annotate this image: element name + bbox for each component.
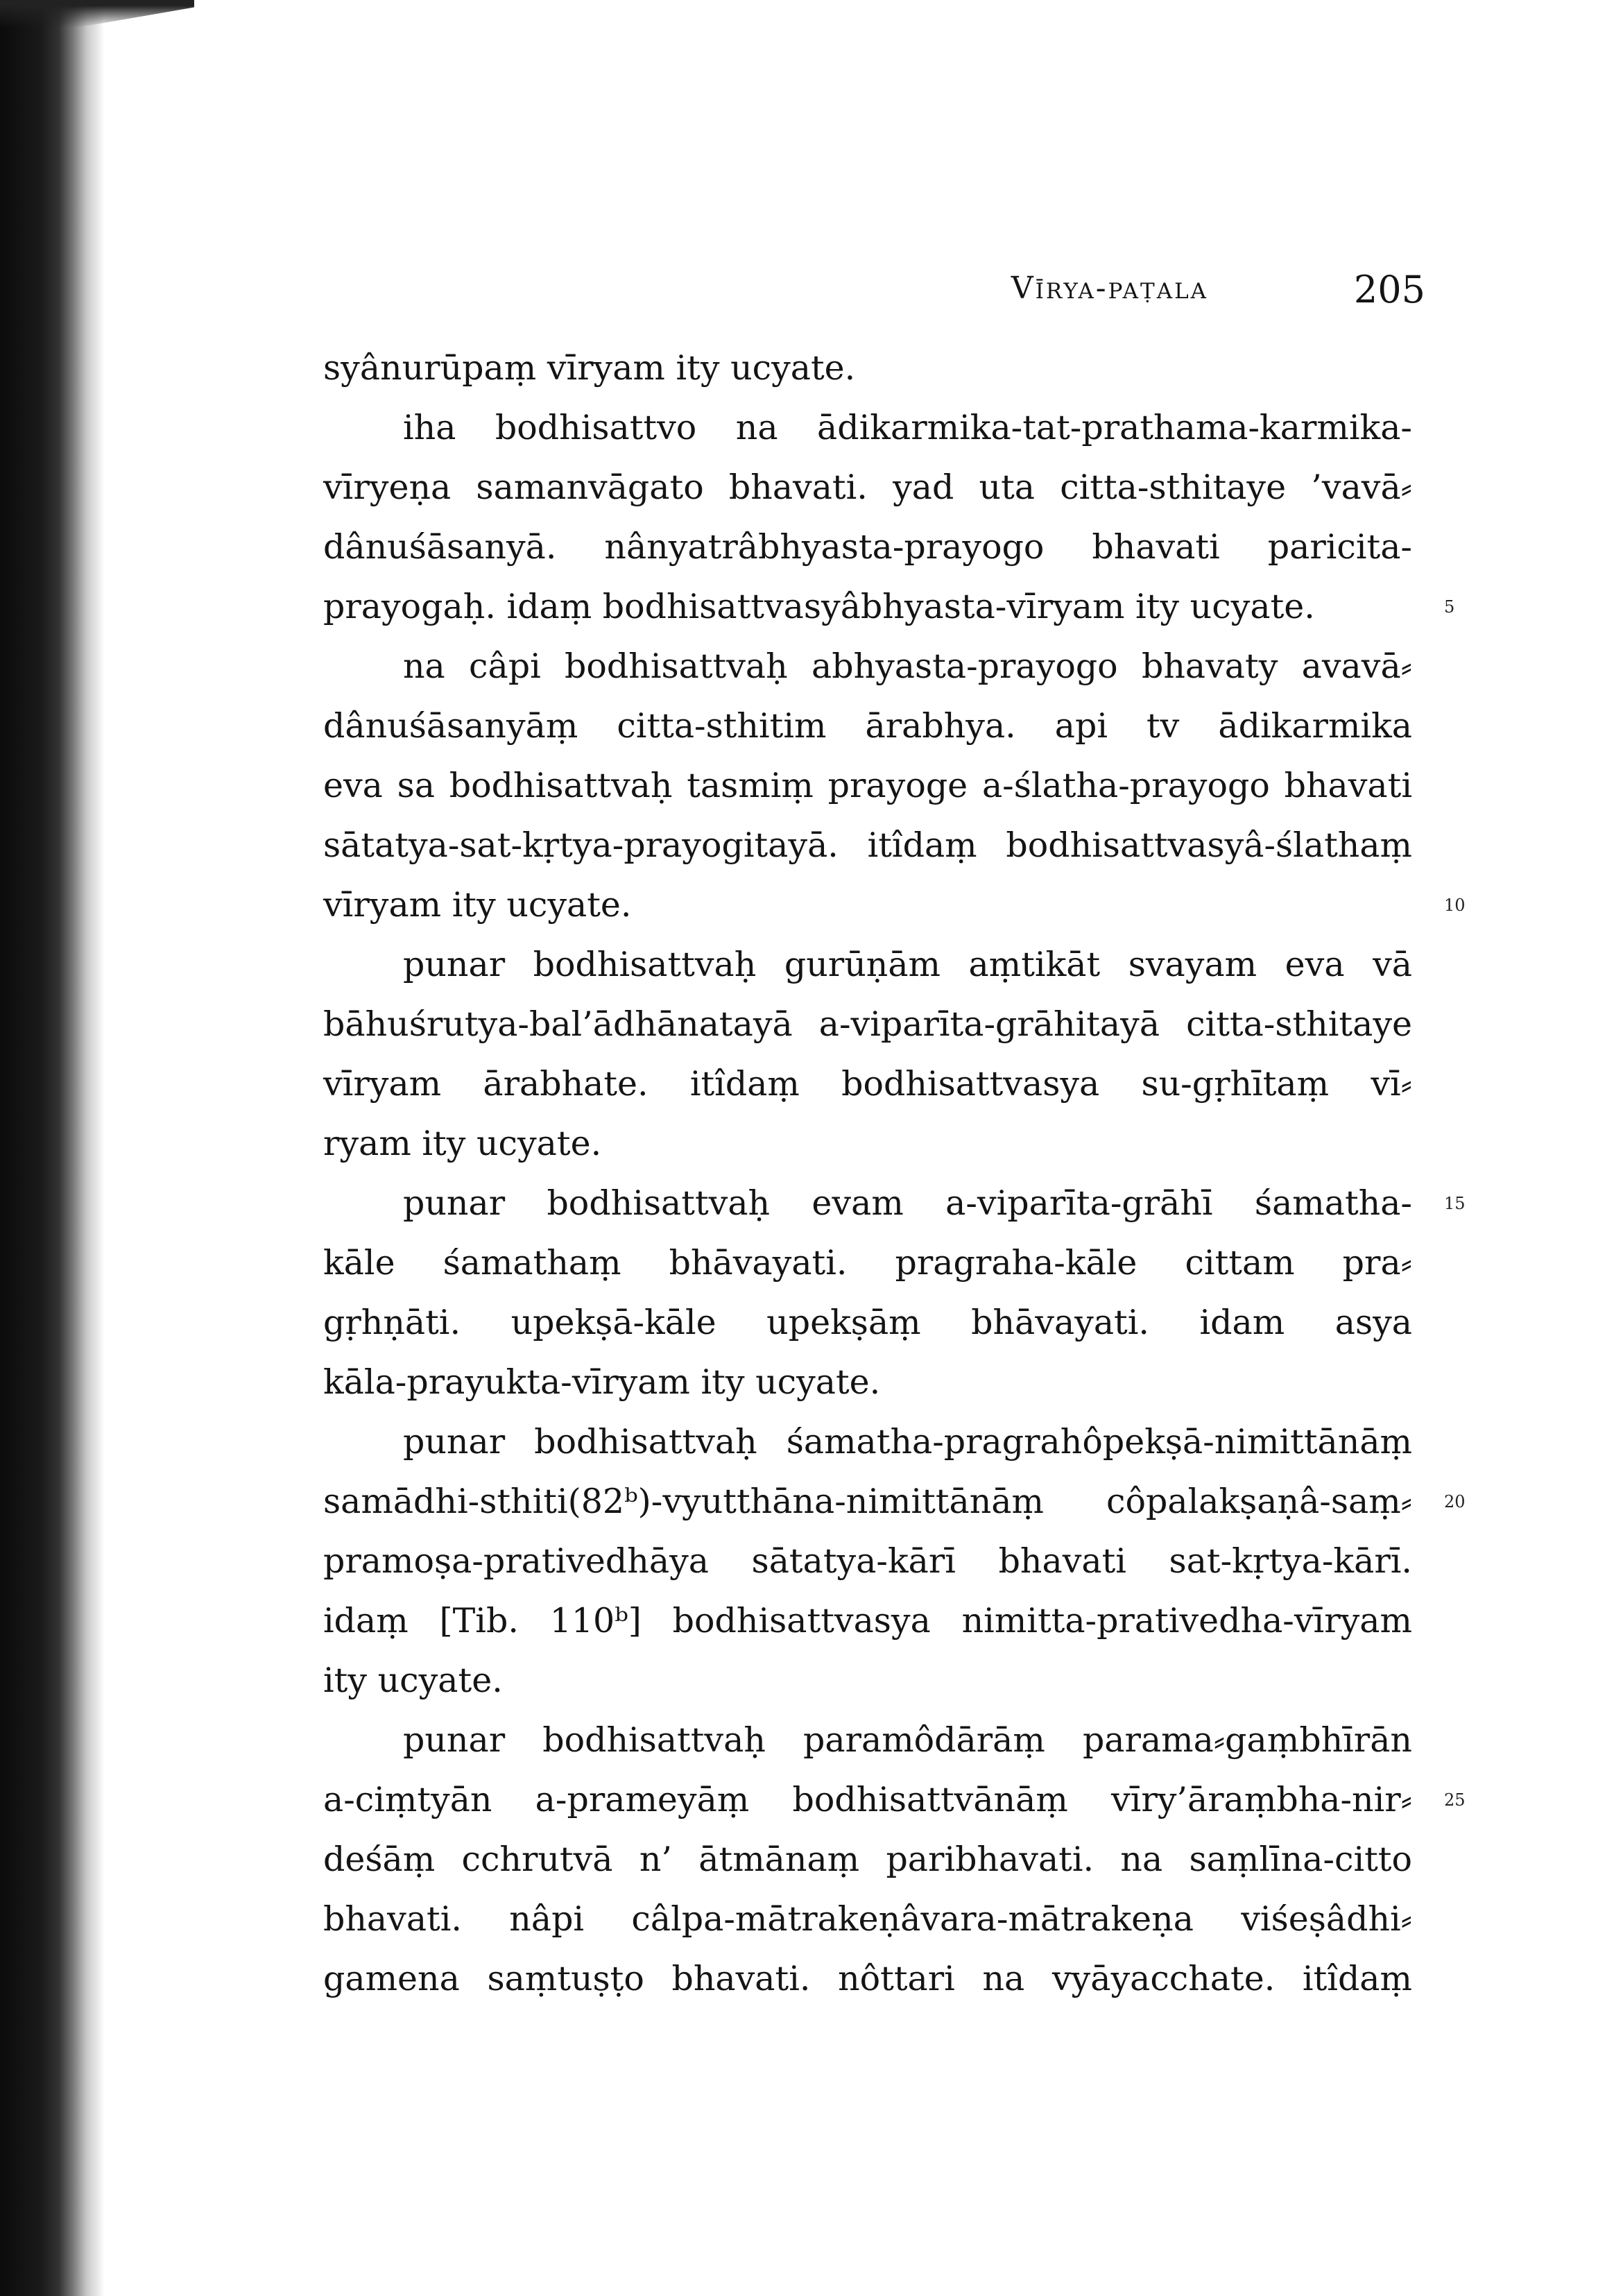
text-line — [323, 1830, 1412, 1890]
line-text: idaṃ [Tib. 110ᵇ] bodhisattvasya nimitta-prativedha-vīryam — [323, 1601, 1412, 1640]
text-line — [323, 1770, 1466, 1830]
line-text: ity ucyate. — [323, 1661, 503, 1700]
line-text: pramoṣa-prativedhāya sātatya-kārī bhavati sat-kṛtya-kārī. — [323, 1541, 1412, 1581]
text-line — [323, 1651, 1412, 1711]
text-line — [323, 339, 1412, 398]
running-title: Vīrya-paṭala — [1011, 271, 1209, 306]
text-line — [323, 1054, 1412, 1114]
line-number: 10 — [1444, 896, 1466, 915]
line-text: prayogaḥ. idaṃ bodhisattvasyâbhyasta-vīryam ity ucyate. — [323, 587, 1315, 626]
body-text — [323, 339, 1466, 2009]
line-text: gṛhṇāti. upekṣā-kāle upekṣāṃ bhāvayati. idam asya — [323, 1303, 1412, 1342]
text-line — [323, 875, 1466, 935]
line-number: 25 — [1444, 1790, 1466, 1810]
text-line — [323, 577, 1455, 637]
line-text: kāle śamathaṃ bhāvayati. pragraha-kāle cittam pra⸗ — [323, 1243, 1412, 1283]
text-line — [323, 816, 1412, 875]
running-head — [0, 268, 1623, 312]
line-text: punar bodhisattvaḥ paramôdārāṃ parama⸗gaṃbhīrān — [403, 1720, 1412, 1760]
text-line — [323, 1949, 1412, 2009]
line-text: vīryam ity ucyate. — [323, 885, 632, 925]
line-text: iha bodhisattvo na ādikarmika-tat-prathama-karmika- — [403, 408, 1412, 447]
text-line — [323, 398, 1412, 458]
line-text: bāhuśrutya-bal’ādhānatayā a-viparīta-grāhitayā citta-sthitaye — [323, 1004, 1412, 1044]
line-text: dânuśāsanyāṃ citta-sthitim ārabhya. api tv ādikarmika — [323, 706, 1412, 746]
text-line — [323, 696, 1412, 756]
text-line — [323, 1591, 1412, 1651]
line-text: punar bodhisattvaḥ śamatha-pragrahôpekṣā-nimittānāṃ — [403, 1422, 1412, 1462]
line-text: samādhi-sthiti(82ᵇ)-vyutthāna-nimittānāṃ côpalakṣaṇâ-saṃ⸗ — [323, 1482, 1412, 1521]
line-text: syânurūpaṃ vīryam ity ucyate. — [323, 348, 856, 388]
line-text: punar bodhisattvaḥ evam a-viparīta-grāhī śamatha- — [403, 1183, 1412, 1223]
line-text: punar bodhisattvaḥ gurūṇām aṃtikāt svayam eva vā — [403, 945, 1412, 984]
line-text: sātatya-sat-kṛtya-prayogitayā. itîdaṃ bodhisattvasyâ-ślathaṃ — [323, 825, 1412, 865]
text-line — [323, 1472, 1466, 1532]
line-text: ryam ity ucyate. — [323, 1124, 602, 1163]
text-line — [323, 1412, 1412, 1472]
line-text: na câpi bodhisattvaḥ abhyasta-prayogo bhavaty avavā⸗ — [403, 646, 1412, 686]
text-line — [323, 637, 1412, 696]
text-line — [323, 1890, 1412, 1949]
text-line — [323, 1114, 1412, 1174]
line-text: vīryeṇa samanvāgato bhavati. yad uta citta-sthitaye ’vavā⸗ — [323, 468, 1412, 507]
line-text: deśāṃ cchrutvā n’ ātmānaṃ paribhavati. na saṃlīna-citto — [323, 1840, 1412, 1879]
line-text: bhavati. nâpi câlpa-mātrakeṇâvara-mātrakeṇa viśeṣâdhi⸗ — [323, 1899, 1412, 1939]
line-number: 20 — [1444, 1492, 1466, 1511]
page-number: 205 — [1353, 268, 1425, 311]
text-line — [323, 517, 1412, 577]
line-text: vīryam ārabhate. itîdaṃ bodhisattvasya su-gṛhītaṃ vī⸗ — [323, 1064, 1412, 1104]
text-line — [323, 458, 1412, 517]
text-line — [323, 935, 1412, 995]
text-line — [323, 756, 1412, 816]
line-number: 15 — [1444, 1194, 1466, 1213]
line-number: 5 — [1444, 597, 1455, 617]
text-line — [323, 1711, 1412, 1770]
line-text: a-ciṃtyān a-prameyāṃ bodhisattvānāṃ vīry’āraṃbha-nir⸗ — [323, 1780, 1412, 1819]
line-text: dânuśāsanyā. nânyatrâbhyasta-prayogo bhavati paricita- — [323, 527, 1412, 567]
text-line — [323, 1233, 1412, 1293]
line-text: kāla-prayukta-vīryam ity ucyate. — [323, 1362, 881, 1402]
text-line — [323, 1174, 1466, 1233]
text-line — [323, 1532, 1412, 1591]
line-text: gamena saṃtuṣṭo bhavati. nôttari na vyāyacchate. itîdaṃ — [323, 1959, 1412, 1998]
binding-shadow — [0, 0, 104, 2296]
text-line — [323, 1353, 1412, 1412]
line-text: eva sa bodhisattvaḥ tasmiṃ prayoge a-ślatha-prayogo bhavati — [323, 766, 1412, 805]
text-line — [323, 995, 1412, 1054]
text-line — [323, 1293, 1412, 1353]
